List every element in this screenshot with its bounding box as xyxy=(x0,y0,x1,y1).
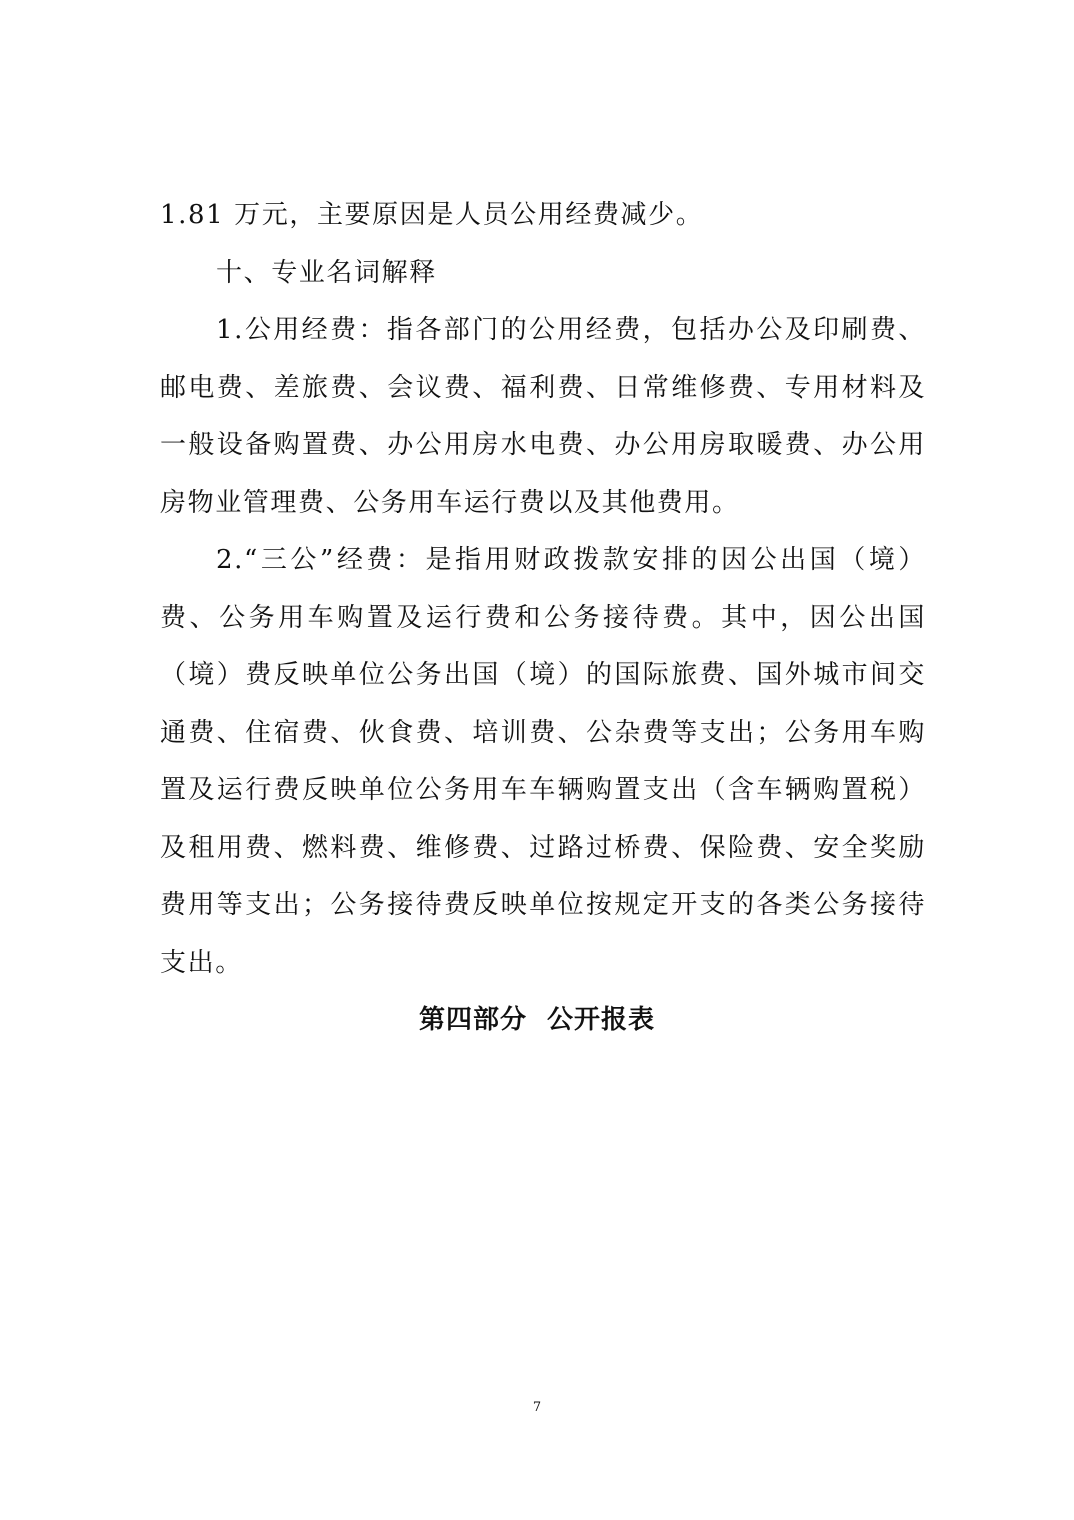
paragraph-term-three-public-expenses: 2.“三公”经费：是指用财政拨款安排的因公出国（境）费、公务用车购置及运行费和公务接待费。其中，因公出国（境）费反映单位公务出国（境）的国际旅费、国外城市间交通费、住宿费、伙食费、培训费、公杂费等支出；公务用车购置及运行费反映单位公务用车车辆购置支出（含车辆购置税）及租用费、燃料费、维修费、过路过桥费、保险费、安全奖励费用等支出；公务接待费反映单位按规定开支的各类公务接待支出。 xyxy=(160,545,926,978)
paragraph-intro-tail: 1.81 万元，主要原因是人员公用经费减少。 xyxy=(160,200,704,230)
part-four-title: 第四部分 公开报表 xyxy=(418,1005,656,1035)
paragraph-term-public-expenses: 1.公用经费：指各部门的公用经费，包括办公及印刷费、邮电费、差旅费、会议费、福利费、日常维修费、专用材料及一般设备购置费、办公用房水电费、办公用房取暖费、办公用房物业管理费、公务用车运行费以及其他费用。 xyxy=(160,315,926,518)
body-text xyxy=(160,187,926,992)
section-ten-heading: 十、专业名词解释 xyxy=(216,257,437,288)
page-number: 7 xyxy=(532,1400,542,1415)
